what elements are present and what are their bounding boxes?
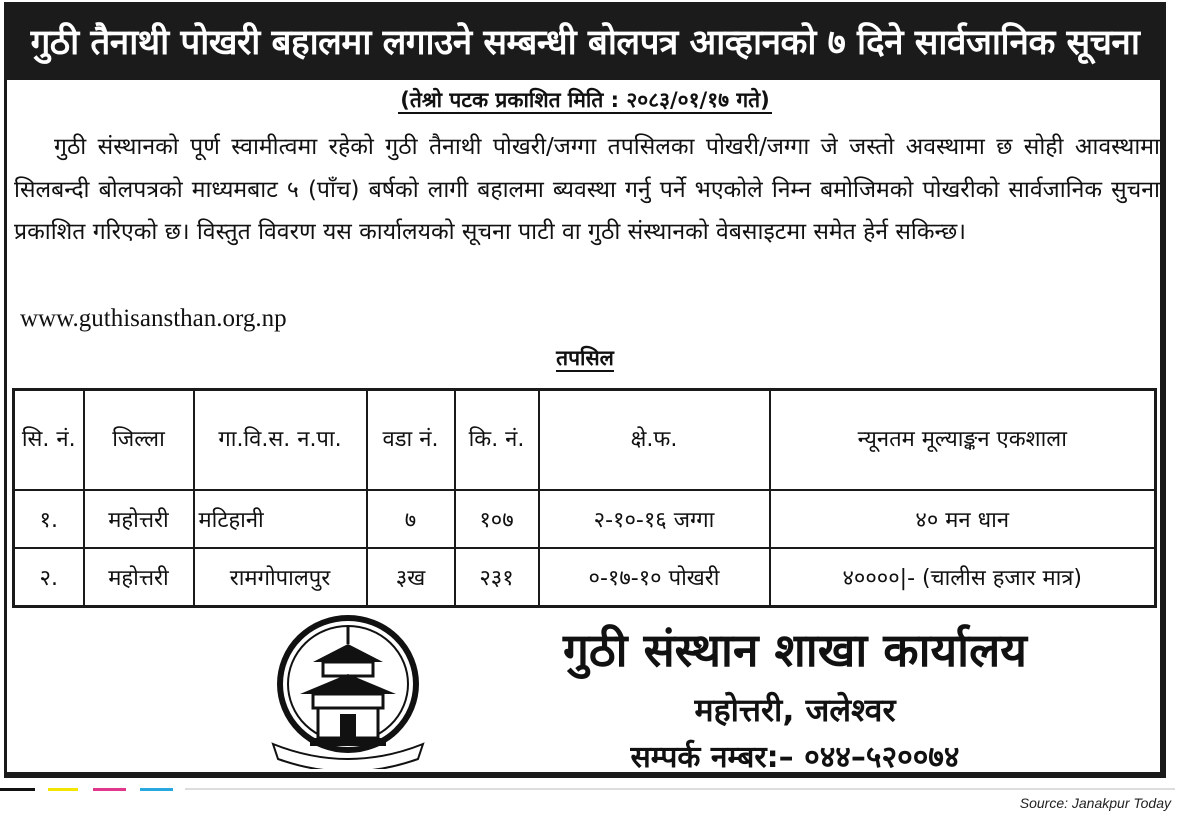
cell: १. bbox=[14, 490, 84, 548]
cell: ०-१७-१० पोखरी bbox=[539, 548, 770, 607]
cell: २३१ bbox=[455, 548, 539, 607]
schedule-heading bbox=[0, 344, 1170, 372]
notice-body: गुठी संस्थानको पूर्ण स्वामीत्वमा रहेको गुठी तैनाथी पोखरी/जग्गा तपसिलका पोखरी/जग्गा जे जस्तो अवस्थामा छ सोही आवस्थामा सिलबन्दी बोलपत्रको माध्यमबाट ५ (पाँच) बर्षको लागी बहालमा ब्यवस्था गर्नु पर्ने भएकोले निम्न बमोजिमको पोखरीको सार्वजानिक सुचना प्रकाशित गरिएको छ। विस्तुत विवरण यस कार्यालयको सूचना पाटी वा गुठी संस्थानको वेबसाइटमा समेत हेर्न सकिन्छ। bbox=[14, 134, 1160, 245]
color-bar-magenta bbox=[93, 788, 126, 791]
notice-title: गुठी तैनाथी पोखरी बहालमा लगाउने सम्बन्धी बोलपत्र आव्हानको ७ दिने सार्वजानिक सूचना bbox=[4, 2, 1166, 80]
header-ward: वडा नं. bbox=[367, 390, 455, 491]
color-bar-yellow bbox=[48, 788, 78, 791]
header-district: जिल्ला bbox=[84, 390, 194, 491]
schedule-heading-text: तपसिल bbox=[556, 346, 614, 370]
color-bar-black bbox=[0, 788, 35, 791]
table-row bbox=[14, 548, 1156, 607]
contact-number: सम्पर्क नम्बर:– ०४४–५२००७४ bbox=[630, 740, 960, 775]
table-row bbox=[14, 490, 1156, 548]
guthi-sansthan-logo-icon bbox=[268, 614, 428, 769]
cell: २. bbox=[14, 548, 84, 607]
cell: ७ bbox=[367, 490, 455, 548]
cell: रामगोपालपुर bbox=[194, 548, 367, 607]
table-header-row bbox=[14, 390, 1156, 491]
publish-date bbox=[0, 86, 1170, 114]
office-name: गुठी संस्थान शाखा कार्यालय bbox=[563, 623, 1027, 677]
cell: ४००००|- (चालीस हजार मात्र) bbox=[770, 548, 1156, 607]
cell: ४० मन धान bbox=[770, 490, 1156, 548]
header-min-value: न्यूनतम मूल्याङ्कन एकशाला bbox=[770, 390, 1156, 491]
header-vdc: गा.वि.स. न.पा. bbox=[194, 390, 367, 491]
cell: महोत्तरी bbox=[84, 548, 194, 607]
schedule-table bbox=[12, 388, 1157, 608]
header-serial: सि. नं. bbox=[14, 390, 84, 491]
cell: मटिहानी bbox=[194, 490, 367, 548]
header-plot: कि. नं. bbox=[455, 390, 539, 491]
cell: २-१०-१६ जग्गा bbox=[539, 490, 770, 548]
color-bar-cyan bbox=[140, 788, 173, 791]
source-credit: Source: Janakpur Today bbox=[1019, 795, 1171, 811]
divider-line bbox=[185, 788, 1175, 790]
website-link[interactable]: www.guthisansthan.org.np bbox=[20, 305, 287, 332]
publish-date-text: (तेश्रो पटक प्रकाशित मिति : २०८३/०१/१७ गते) bbox=[400, 88, 770, 112]
cell: ३ख bbox=[367, 548, 455, 607]
header-area: क्षे.फ. bbox=[539, 390, 770, 491]
cell: महोत्तरी bbox=[84, 490, 194, 548]
office-location: महोत्तरी, जलेश्वर bbox=[694, 691, 896, 729]
cell: १०७ bbox=[455, 490, 539, 548]
